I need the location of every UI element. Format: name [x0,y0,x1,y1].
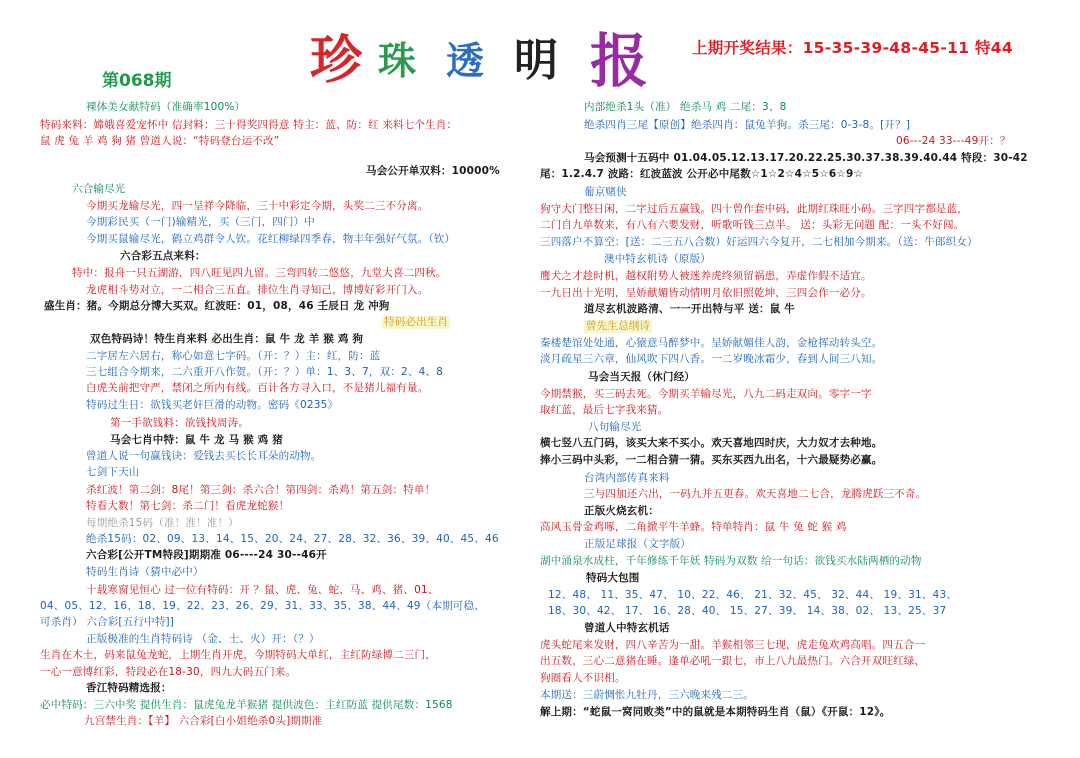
right-text-line: 正版足球报（文字版） [584,538,691,550]
title-char: 明 [514,35,558,86]
left-text-line: 第一手欲钱料：欲钱找周涛。 [110,417,250,429]
left-text-line: 每期绝杀15码（准！准！准！） [86,517,239,529]
right-text-line: 澳中特玄机诗（原版） [604,253,711,265]
left-text-line: 三七组合今期来，二六重开八作贺。（开：？）单：1、3、7，双：2、4、8 [86,366,444,378]
right-text-line: 高风玉骨金鸡啄，二角掀平牛羊蜂。特单特肖：鼠 牛 兔 蛇 猴 鸡 [540,521,847,533]
left-text-line: 必中特码：三六中奖 提供生肖：鼠虎兔龙羊猴猪 提供波色：主红防蓝 提供尾数：1568 [40,699,453,711]
right-text-line: 三四落户不算空：[送：二三五八合数）好运四六今复开，二七相加今期来。（送：牛郎织女） [540,236,978,248]
right-text-line: 一九日出十光明，呈娇献媚皆动情明月依旧照乾坤，三四会作一必分。 [540,287,872,299]
right-text-line: 绝杀四肖三尾【原创】绝杀四肖：鼠兔羊狗。杀三尾：0-3-8。[开？] [584,119,911,131]
left-text-line: 七剑下天山 [86,466,140,478]
right-text-line: 马会预测十五码中 01.04.05.12.13.17.20.22.25.30.37.38.39.40.44 特段：30-42 [584,152,1028,164]
right-text-line: 曾先生总纲诗 [586,320,651,332]
left-text-line: 特码必出生肖 [384,316,449,328]
left-text-line: 十载寒窗见恒心 过一位有特码：开 ？鼠、虎、兔、蛇、马、鸡、猪、01、 [86,584,439,596]
left-text-line: 马会七肖中特：鼠 牛 龙 马 猴 鸡 猪 [110,434,283,446]
right-text-line: 狗圈看人不识相。 [540,672,626,684]
left-text-line: 二字居左六居右，称心如意七字码。（开：？）主：红，防：蓝 [86,350,381,362]
right-text-line: 解上期：“蛇鼠一窝同败类”中的鼠就是本期特码生肖（鼠）《开鼠：12》。 [540,706,891,718]
left-text-line: 双色特码诗！特生肖来料 必出生肖：鼠 牛 龙 羊 猴 鸡 狗 [90,333,364,345]
left-text-line: 特码生肖诗（猜中必中） [86,566,204,578]
left-text-line: 裸体美女献特码（准确率100%） [86,101,246,113]
left-text-line: 今期买龙输尽光，四一呈祥今降临，三十中彩定今期，头奖二三不分离。 [86,200,429,212]
right-text-line: 曾道人中特玄机话 [584,622,670,634]
left-text-line: 六合彩[公开TM特段]期期准 06----24 30--46开 [86,549,327,561]
left-text-line: 六合彩五点来料： [120,250,206,262]
right-text-line: 捧小三码中头彩，一二相合猜一猜。买东买西九出名，十六最疑势必赢。 [540,454,883,466]
right-text-line: 12、48、 11、35、47、 10、22、46、 21、32、45、 32、44、 19、31、43、 [548,589,958,601]
issue-number: 第068期 [102,71,172,91]
right-text-line: 三与四加还六出，一码九并五更春。欢天喜地二七合，龙腾虎跃三不奇。 [584,488,927,500]
title-char: 珠 [378,38,417,83]
right-text-line: 虎头蛇尾来发财，四八辛苦为一甜。羊猴相邻三七现，虎走兔欢鸡高唱。四五合一 [540,639,926,651]
right-text-line: 尾：1.2.4.7 波路：红波蓝波 公开必中尾数☆1☆2☆4☆5☆6☆9☆ [540,168,864,180]
left-text-line: 生肖在木土，码来鼠兔龙蛇，上期生肖开虎，今期特码大单红，主红防绿博二三门， [40,649,436,661]
left-text-line: 杀红波！第二剑：8尾！第三剑：杀六合！第四剑：杀鸡！第五剑：特单！ [86,484,436,496]
left-text-line: 今期彩民买（一门)输精光，买（三门，四门）中 [86,216,315,228]
left-text-line: 04、05、12、16、18、19、22、23、26、29、31、33、35、38、44、49（本期可稳、 [40,600,485,612]
left-text-line: 绝杀15码：02、09、13、14、15、20、24、27、28、32、36、39、40、45、46 [86,533,499,545]
right-text-line: 出五数，三心二意猪在睡。逢单必吼一跟七，市上八九最热门。六合开双旺红绿， [540,655,926,667]
title-char: 报 [590,27,649,95]
title-char: 透 [446,38,485,83]
left-text-line: 一心一意博红彩，特段必在18-30，四九大码五门来。 [40,666,297,678]
right-text-line: 马会当天报（休门经） [588,371,695,383]
right-text-line: 秦楼楚馆处处通，心猿意马醉梦中。呈娇献媚佳人韵，金枪挥动转头空。 [540,337,883,349]
right-text-line: 特码大包围 [586,572,640,584]
left-text-line: 六合输尽光 [72,183,126,195]
right-text-line: 道尽玄机波路清、一一开出特与平 送：鼠 牛 [584,303,796,315]
right-text-line: 八句输尽光 [588,421,642,433]
right-text-line: 06---24 33---49开：？ [896,135,1011,147]
left-text-line: 曾道人说一句赢钱诀：爱钱去买长长耳朵的动物。 [86,450,322,462]
left-text-line: 香江特码精选报： [86,682,172,694]
right-text-line: 取红蓝，最后七字我来猜。 [540,404,669,416]
right-text-line: 本期送：三蔚惆怅九牡丹，三六晚来残二三。 [540,689,754,701]
left-text-line: 盛生肖：猪。今期总分博大买双。红波旺：01，08，46 壬辰日 龙 冲狗 [44,300,390,312]
left-text-line: 龙虎相斗势对立，一二相合三五直。排位生肖寻知己，博博好彩开门入。 [86,284,429,296]
left-text-line: 九宫禁生肖：【羊】 六合彩[白小姐绝杀0头]期期准 [84,715,323,727]
left-text-line: 特码来料：嫦娥喜爱宠怀中 信封料：三十得奖四得意 特主：蓝、防：红 来料七个生肖： [40,119,458,131]
right-text-line: 今期禁猴，买三码去死。今期买羊输尽光，八九二码走双向。零字一字 [540,388,872,400]
left-text-line: 马会公开单双料：10000% [366,165,500,177]
last-draw-result: 上期开奖结果：15-35-39-48-45-11 特44 [692,39,1013,57]
left-text-line: 特中：报舟一只五湖游，四八旺见四九留。三弯四转二悠悠，九堂大喜二四秋。 [72,267,447,279]
right-text-line: 湖中涌泉水成柱，千年修练千年妖 特码为双数 给一句话：欲钱买水陆两栖的动物 [540,555,922,567]
right-text-line: 内部绝杀1头（准） 绝杀马 鸡 二尾：3、8 [584,101,787,113]
left-text-line: 鼠 虎 兔 羊 鸡 狗 猪 曾道人说：“特码登台运不改” [40,135,280,147]
right-text-line: 横七竖八五门码，该买大来不买小。欢天喜地四时庆，大力奴才去种地。 [540,437,883,449]
right-text-line: 鹰犬之才趁时机，越权附势人被迷养虎终须留祸患，弄虚作假不适宜。 [540,270,872,282]
left-text-line: 白虎关前把守严，禁闭之所内有线。百计各方寻入口，不是猪儿福有量。 [86,382,429,394]
left-text-line: 特看大数！第七剑：杀二门！看虎龙蛇猴！ [86,500,290,512]
left-text-line: 特码过生日：欲钱买老奸巨滑的动物。密码《0235》 [86,399,339,411]
right-text-line: 台湾内部传真来料 [584,472,670,484]
title-char: 珍 [310,30,363,91]
left-text-line: 今期买鼠输尽光，鹤立鸡群令人钦。花红柳绿四季春，物丰年强好气氛。（钦） [86,233,456,245]
right-text-line: 18、30、42、 17、 16、28、40、 15、27、39、 14、38、02、 13、25、37 [548,605,947,617]
newspaper-title [300,14,680,95]
left-text-line: 正版极准的生肖特码诗 （金、土、火）开：（？） [86,633,320,645]
right-text-line: 淡月疏星三六章，仙风吹下四八香。一二岁晚冰霜少，春到人间三八知。 [540,353,883,365]
right-text-line: 葡京赌侠 [584,186,627,198]
right-text-line: 正版火烧玄机： [584,505,659,517]
right-text-line: 狗守大门整日闲，二字过后五赢钱。四十曾作套中码，此期红珠旺小码。三字四字都是蓝， [540,203,968,215]
left-text-line: 可杀肖） 六合彩[五行中特]] [40,616,175,628]
right-text-line: 二门自九单数来，有八有六要发财，听歌听钱三点半。 送：头彩无问题 配：一头不好闯。 [540,219,965,231]
